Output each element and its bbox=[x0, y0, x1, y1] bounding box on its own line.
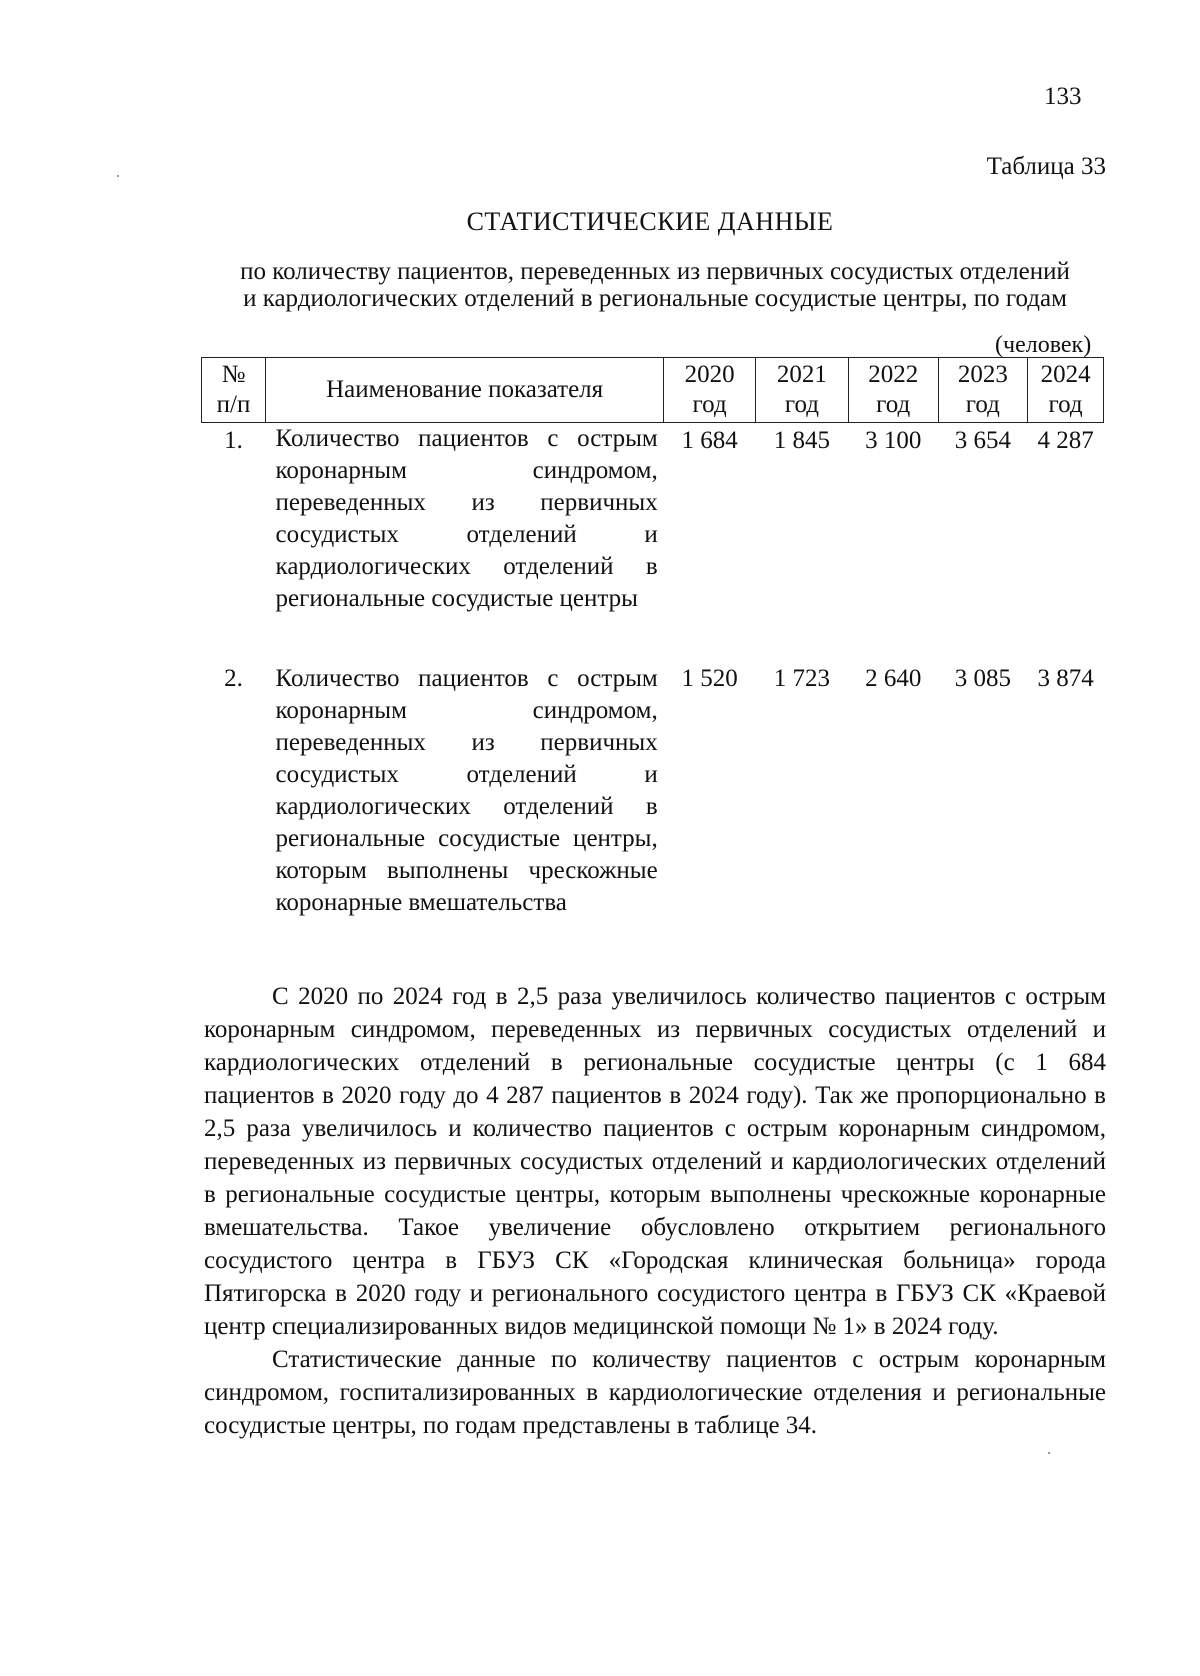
cell-value: 4 287 bbox=[1037, 427, 1094, 454]
statistics-table bbox=[201, 357, 1104, 919]
header-year bbox=[1028, 358, 1104, 423]
cell-value: 1 520 bbox=[681, 665, 738, 692]
header-year-suffix: год bbox=[965, 391, 1000, 418]
header-year-suffix: год bbox=[784, 391, 819, 418]
row-number: 1. bbox=[224, 427, 243, 454]
header-year-suffix: год bbox=[1048, 391, 1083, 418]
table-subtitle bbox=[204, 258, 1106, 312]
header-name: Наименование показателя bbox=[266, 358, 664, 423]
header-num bbox=[202, 358, 266, 423]
cell-value: 3 654 bbox=[954, 427, 1011, 454]
cell-value: 1 684 bbox=[681, 427, 738, 454]
header-year-suffix: год bbox=[692, 391, 727, 418]
table-row bbox=[202, 663, 1104, 919]
header-year bbox=[664, 358, 756, 423]
header-year bbox=[756, 358, 849, 423]
subtitle-line: и кардиологических отделений в региональные сосудистые центры, по годам bbox=[243, 285, 1067, 312]
cell-value: 1 845 bbox=[773, 427, 831, 454]
header-year-value: 2024 bbox=[1040, 361, 1091, 388]
scan-speck bbox=[1048, 1452, 1050, 1454]
cell-value: 3 085 bbox=[954, 665, 1011, 692]
page-number: 133 bbox=[1044, 83, 1082, 110]
row-number: 2. bbox=[224, 665, 243, 692]
header-num-line1: № bbox=[221, 361, 246, 388]
header-year-value: 2020 bbox=[684, 361, 735, 388]
header-year-value: 2023 bbox=[957, 361, 1008, 388]
header-year-value: 2022 bbox=[868, 361, 919, 388]
cell-value: 3 100 bbox=[865, 427, 922, 454]
row-indicator-name: Количество пациентов с острым коронарным синдромом, переведенных из первичных сосудистых отделений и кардиологических отделений в региональные сосудистые центры bbox=[275, 425, 658, 612]
table-row bbox=[202, 423, 1104, 664]
body-paragraph: Статистические данные по количеству пациентов с острым коронарным синдромом, госпитализированных в кардиологические отделения и региональные сосудистые центры, по годам представлены в таблице 34. bbox=[204, 1346, 1106, 1439]
cell-value: 3 874 bbox=[1037, 665, 1094, 692]
unit-label: (человек) bbox=[995, 332, 1092, 358]
header-year bbox=[848, 358, 938, 423]
table-header bbox=[202, 358, 1104, 423]
header-year bbox=[938, 358, 1028, 423]
body-paragraph: С 2020 по 2024 год в 2,5 раза увеличилось количество пациентов с острым коронарным синдромом, переведенных из первичных сосудистых отделений и кардиологических отделений в региональные сосудистые центры (с 1 684 пациентов в 2020 году до 4 287 пациентов в 2024 году). Так же пропорционально в 2,5 раза увеличилось и количество пациентов с острым коронарным синдромом, переведенных из первичных сосудистых отделений и кардиологических отделений в региональные сосудистые центры, которым выполнены чрескожные коронарные вмешательства. Такое увеличение обусловлено открытием регионального сосудистого центра в ГБУЗ СК «Городская клиническая больница» города Пятигорска в 2020 году и регионального сосудистого центра в ГБУЗ СК «Краевой центр специализированных видов медицинской помощи № 1» в 2024 году. bbox=[204, 983, 1106, 1340]
header-year-value: 2021 bbox=[776, 361, 827, 388]
document-title: СТАТИСТИЧЕСКИЕ ДАННЫЕ bbox=[466, 207, 834, 236]
body-text bbox=[204, 980, 1106, 1442]
row-indicator-name: Количество пациентов с острым коронарным синдромом, переведенных из первичных сосудистых отделений и кардиологических отделений в региональные сосудистые центры, которым выполнены чрескожные коронарные вмешательства bbox=[275, 665, 658, 916]
cell-value: 1 723 bbox=[773, 665, 831, 692]
subtitle-line: по количеству пациентов, переведенных из первичных сосудистых отделений bbox=[240, 258, 1070, 285]
cell-value: 2 640 bbox=[865, 665, 922, 692]
scan-speck bbox=[117, 175, 119, 177]
header-year-suffix: год bbox=[876, 391, 911, 418]
table-label: Таблица 33 bbox=[986, 153, 1106, 180]
header-num-line2: п/п bbox=[216, 391, 251, 418]
